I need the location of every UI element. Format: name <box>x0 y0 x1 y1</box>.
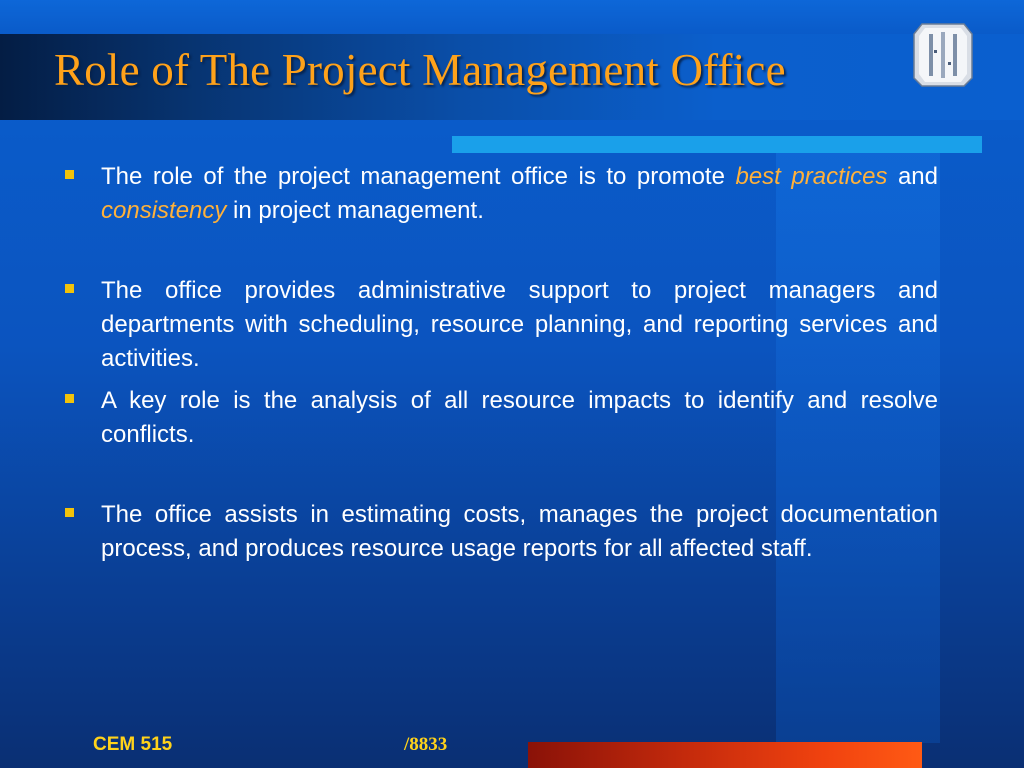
top-strip <box>0 0 1024 34</box>
footer-course: CEM 515 <box>93 734 173 755</box>
footer-bar <box>528 742 922 768</box>
bullet-item: A key role is the analysis of all resource impacts to identify and resolve conflicts. <box>64 384 938 452</box>
bullet-square-icon <box>65 508 74 517</box>
emphasis-best-practices: best practices <box>735 163 888 190</box>
bullet-square-icon <box>65 394 74 403</box>
footer-page-number: /8833 <box>404 734 448 755</box>
bullet-square-icon <box>65 284 74 293</box>
bullet-item: The office provides administrative support to project managers and departments with scheduling, resource planning, and reporting services and activities. <box>64 274 938 376</box>
bullet-item: The office assists in estimating costs, manages the project documentation process, and produces resource usage reports for all affected staff. <box>64 498 938 566</box>
slide-title: Role of The Project Management Office <box>54 45 786 95</box>
bullet-square-icon <box>65 170 74 179</box>
bullet-list <box>64 160 938 566</box>
bullet-item: The role of the project management office is to promote best practices and consistency in project management. <box>64 160 938 228</box>
emphasis-consistency: consistency <box>101 197 227 224</box>
building-icon <box>912 22 974 88</box>
accent-bar <box>452 136 982 153</box>
